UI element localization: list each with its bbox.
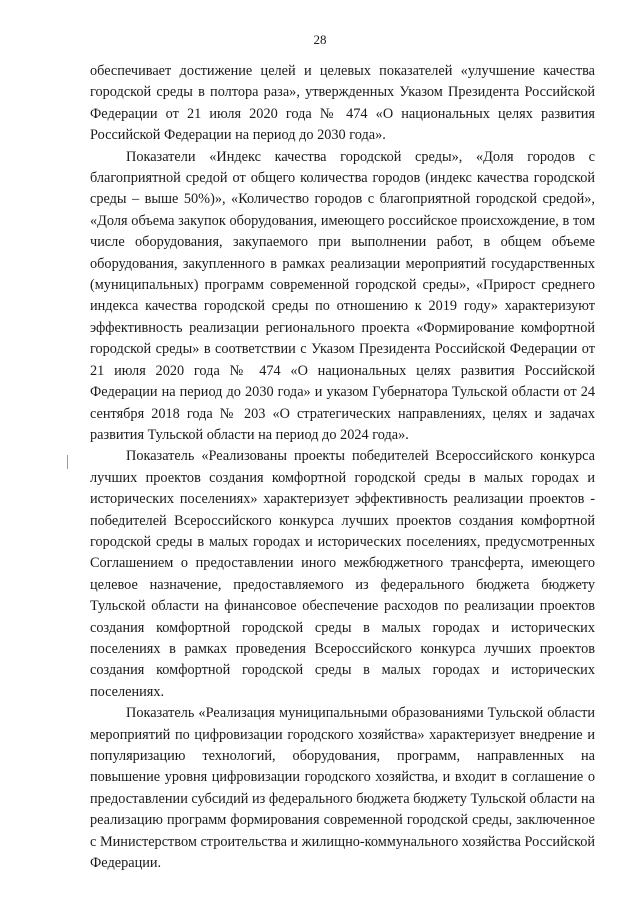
paragraph-1: обеспечивает достижение целей и целевых показателей «улучшение качества городской среды в полтора раза», утвержденных Указом Президента Российской Федерации от 21 июля 2020 года № 474 «О национальных целях развития Российской Федерации на период до 2030 года». bbox=[90, 63, 595, 144]
paragraph-3: Показатель «Реализованы проекты победителей Всероссийского конкурса лучших проектов создания комфортной городской среды в малых городах и исторических поселениях» характеризует эффективность реализации проектов - победителей Всероссийского конкурса лучших проектов создания комфортной городской среды в малых городах и исторических поселениях, предусмотренных Соглашением о предоставлении иного межбюджетного трансферта, имеющего целевое назначение, предоставляемого из федерального бюджета бюджету Тульской области на финансовое обеспечение расходов по реализации проектов создания комфортной городской среды в малых городах и исторических поселениях в рамках проведения Всероссийского конкурса лучших проектов создания комфортной городской среды в малых городах и исторических поселениях. bbox=[90, 448, 595, 700]
paragraph-4: Показатель «Реализация муниципальными образованиями Тульской области мероприятий по цифровизации городского хозяйства» характеризует внедрение и популяризацию технологий, оборудования, программ, направленных на повышение уровня цифровизации городского хозяйства, и входит в соглашение о предоставлении субсидий из федерального бюджета бюджету Тульской области на реализацию программ формирования современной городской среды, заключенное с Министерством строительства и жилищно-коммунального хозяйства Российской Федерации. bbox=[90, 705, 595, 872]
document-body bbox=[90, 61, 595, 874]
page-number: 28 bbox=[313, 32, 327, 47]
margin-scan-mark bbox=[67, 455, 68, 469]
paragraph-2: Показатели «Индекс качества городской среды», «Доля городов с благоприятной средой от общего количества городов (индекс качества городской среды – выше 50%)», «Количество городов с благоприятной городской средой», «Доля объема закупок оборудования, имеющего российское происхождение, в том числе оборудования, закупаемого при выполнении работ, в общем объеме оборудования, закупленного в рамках реализации мероприятий государственных (муниципальных) программ современной городской среды», «Прирост среднего индекса качества городской среды по отношению к 2019 году» характеризуют эффективность реализации регионального проекта «Формирование комфортной городской среды» в соответствии с Указом Президента Российской Федерации от 21 июля 2020 года № 474 «О национальных целях развития Российской Федерации на период до 2030 года» и указом Губернатора Тульской области от 24 сентября 2018 года № 203 «О стратегических направлениях, целях и задачах развития Тульской области на период до 2024 года». bbox=[90, 148, 595, 443]
